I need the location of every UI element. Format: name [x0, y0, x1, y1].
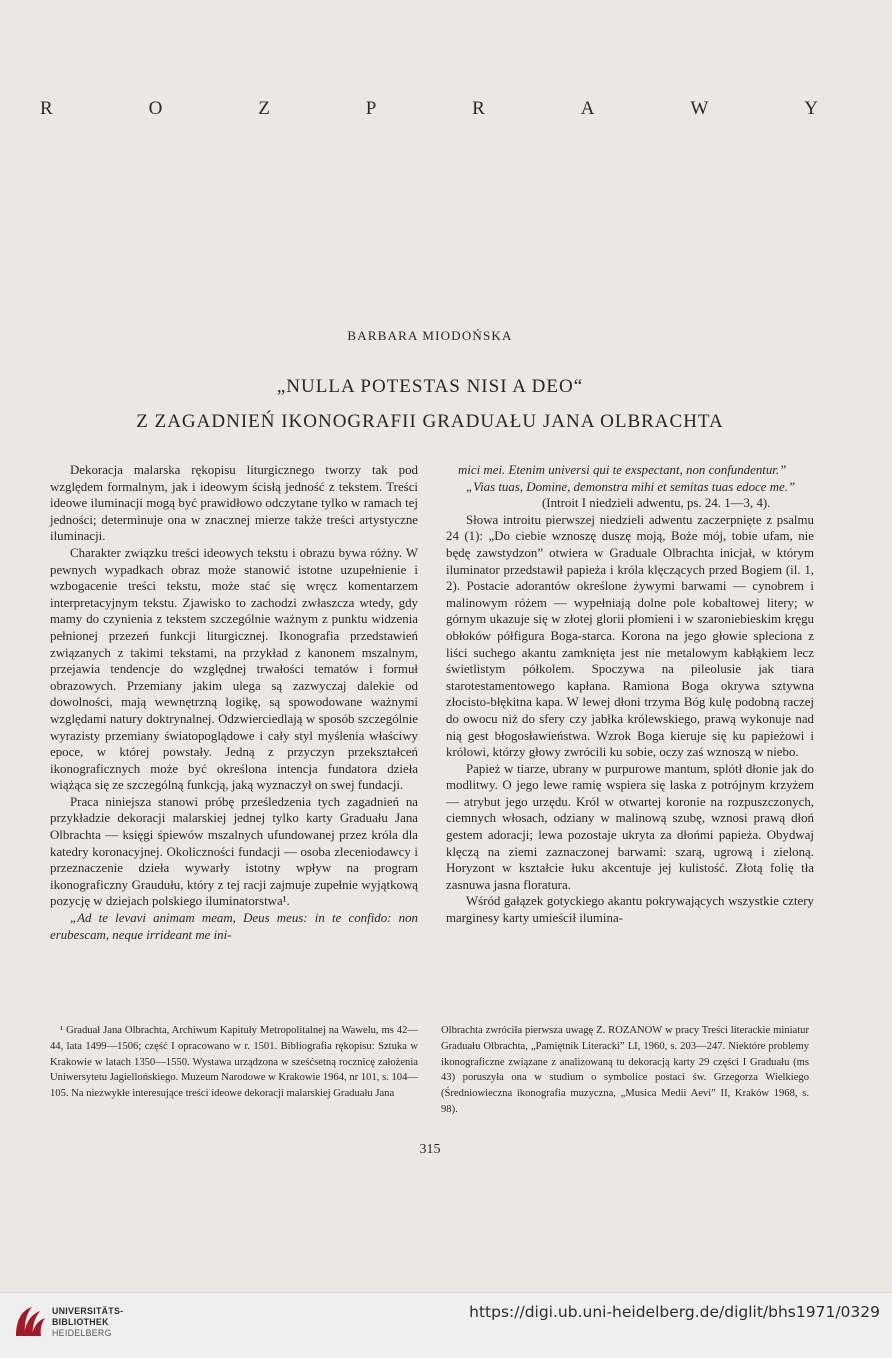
- article-subtitle: Z ZAGADNIEŃ IKONOGRAFII GRADUAŁU JANA OLBRACHTA: [136, 411, 724, 432]
- library-name-line: UNIVERSITÄTS-: [52, 1306, 124, 1316]
- footnote-text: Olbrachta zwróciła pierwsza uwagę Z. ROZANOW w pracy Treści literackie miniatur Graduału Olbrachta, „Pamiętnik Literacki” LI, 1960, s. 203—247. Niektóre problemy ikonograficzne związane z analizowaną tu dekoracją karty 29 części I Graduału (ms 43) poruszyła ona w studium o symbolice postaci św. Grzegorza Wielkiego (Średniowieczna ikonografia muzyczna, „Musica Medii Aevi” II, Kraków 1968, s. 98).: [441, 1025, 809, 1115]
- paragraph: Praca niniejsza stanowi próbę prześledzenia tych zagadnień na przykładzie dekoracji malarskiej jednej tylko karty Graduału Jana Olbrachta — księgi śpiewów mszalnych ufundowanej przez króla dla katedry koronacyjnej. Okoliczności fundacji — osoba zleceniodawcy i przeznaczenie dzieła wywarły istotny wpływ na program ikonograficzny Graudułu, który z tej racji zajmuje zupełnie wyjątkową pozycję w dziejach polskiego iluminatorstwa¹.: [50, 794, 418, 909]
- latin-quote: „Vias tuas, Domine, demonstra mihi et semitas tuas edoce me.”: [466, 479, 796, 494]
- paragraph: Słowa introitu pierwszej niedzieli adwentu zaczerpnięte z psalmu 24 (1): „Do ciebie wznoszę duszę moją, Boże mój, tobie ufam, nie będę zawstydzon” otwiera w Graduale Olbrachta inicjał, w którym iluminator przedstawił papieża i króla klęczących przed Bogiem (il. 1, 2). Postacie adorantów określone żywymi barwami — cynobrem i malinowym różem — wypełniają dolne pole kobaltowej litery; w górnym ukazuje się w złotej glorii płomieni i w szaroniebieskim kręgu obłoków półfigura Boga-starca. Korona na jego głowie spleciona z liści suchego akantu zamknięta jest nie metalowym kabłąkiem lecz świetlistym półkolem. Spoczywa na pileolusie jak tiara starotestamentowego kapłana. Ramiona Boga okrywa sztywna złocisto-błękitna kapa. W lewej dłoni trzyma Bóg kulę podobną raczej do owocu niż do sfery czy jabłka królewskiego, prawą wykonuje nad nią gest błogosławieństwa. Wzrok Boga kieruje się ku papieżowi i królowi, którzy głowy zwrócili ku sobie, oczy zaś wznoszą w niebo.: [446, 512, 814, 760]
- header-letter: R: [472, 98, 487, 119]
- library-name-line: BIBLIOTHEK: [52, 1317, 109, 1327]
- latin-quote: mici mei. Etenim universi qui te exspectant, non confundentur.”: [458, 463, 787, 477]
- paragraph: Papież w tiarze, ubrany w purpurowe mantum, splótł dłonie jak do modlitwy. O jego lewe ramię wspiera się laska z potrójnym krzyżem — atrybut jego urzędu. Król w otwartej koronie na rozpuszczonych, ciemnych włosach, odziany w malinową szubę, wznosi prawą dłoń gestem adoracji; lewa pozostaje ukryta za dłońmi papieża. Obydwaj klęczą na ziemi zaznaczonej barwami: szarą, ugrową i zieloną. Horyzont w kształcie łuku akcentuje jej kulistość. Złotą folię tła zasnuwa jasna floratura.: [446, 761, 814, 892]
- footnote-right: [441, 1023, 809, 1118]
- library-name-line: HEIDELBERG: [52, 1328, 112, 1338]
- header-letter: P: [365, 98, 379, 119]
- left-column: [50, 462, 418, 943]
- article-title: „NULLA POTESTAS NISI A DEO“: [276, 376, 584, 397]
- header-letter: Z: [258, 98, 272, 119]
- header-letter: R: [40, 98, 55, 119]
- header-letter: Y: [804, 98, 820, 119]
- paragraph: Wśród gałązek gotyckiego akantu pokrywających wszystkie cztery marginesy karty umieścił ilumina-: [446, 894, 814, 926]
- library-name: [52, 1306, 123, 1339]
- viewer-footer: [0, 1292, 892, 1358]
- author-name: BARBARA MIODOŃSKA: [347, 328, 513, 343]
- right-column: [446, 462, 814, 927]
- document-url-link[interactable]: https://digi.ub.uni-heidelberg.de/diglit/bhs1971/0329: [469, 1303, 880, 1321]
- section-header: [40, 98, 820, 120]
- header-letter: A: [580, 98, 597, 119]
- paragraph: Charakter związku treści ideowych tekstu i obrazu bywa różny. W pewnych wypadkach obraz może stanowić istotne uzupełnienie i wzbogacenie treści tekstu, może stać się wręcz komentarzem interpretacyjnym tekstu. Zjawisko to zachodzi zwłaszcza wtedy, gdy mamy do czynienia z tekstem szczególnie ważnym z punktu widzenia pełnionej przezeń funkcji liturgicznej. Ikonografia przedstawień związanych z takimi tekstami, na przykład z kanonem mszalnym, przejawia tendencje do względnej trwałości tematów i formuł obrazowych. Przemiany jakim ulega są zazwyczaj dalekie od dowolności, mają wewnętrzną logikę, są spowodowane ważnymi względami natury doktrynalnej. Odzwierciedlają w sposób szczególnie wyrazisty przemiany światopoglądowe i cały styl myślenia właściwy epoce, w której powstały. Jedną z przyczyn przekształceń ikonograficznych może być określona intencja fundatora dzieła wiążąca się ze szczególną funkcją, jaką wyznaczył on swej fundacji.: [50, 545, 418, 793]
- paragraph: Dekoracja malarska rękopisu liturgicznego tworzy tak pod względem formalnym, jak i ideowym ścisłą jedność z tekstem. Treści ideowe iluminacji mogą być prawidłowo odczytane tylko w ramach tej jedności; determinuje ona w znacznej mierze także treści artystyczne iluminacji.: [50, 463, 418, 544]
- footnote-text: ¹ Graduał Jana Olbrachta, Archiwum Kapituły Metropolitalnej na Wawelu, ms 42—44, lata 1499—1506; część I opracowano w r. 1501. Bibliografia rękopisu: Sztuka w Krakowie w latach 1350—1550. Wystawa urządzona w sześćsetną rocznicę założenia Uniwersytetu Jagiellońskiego. Muzeum Narodowe w Krakowie 1964, nr 101, s. 104—105. Na niezwykłe interesujące treści ideowe dekoracji malarskiej Graduału Jana: [50, 1025, 418, 1100]
- library-logo-icon: [10, 1302, 50, 1342]
- latin-quote: „Ad te levavi animam meam, Deus meus: in te confido: non erubescam, neque irrideant me ini-: [50, 911, 418, 942]
- footnote-left: [50, 1023, 418, 1102]
- header-letter: O: [148, 98, 165, 119]
- header-letter: W: [690, 98, 711, 119]
- page-number: 315: [419, 1142, 441, 1157]
- quote-source: (Introit I niedzieli adwentu, ps. 24. 1—3, 4).: [542, 496, 771, 511]
